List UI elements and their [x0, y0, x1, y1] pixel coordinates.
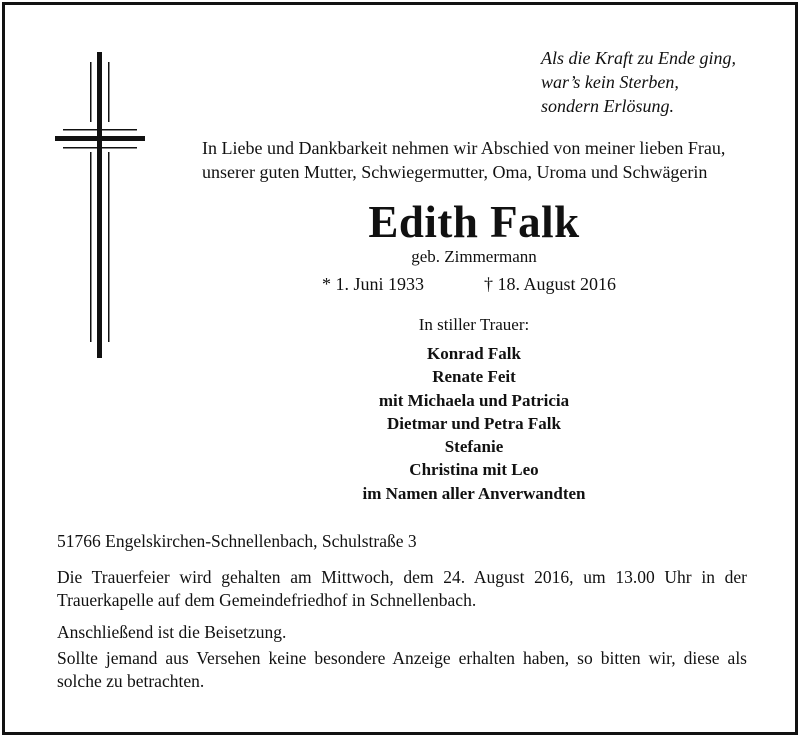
maiden-name: geb. Zimmermann: [411, 247, 537, 266]
death-date: † 18. August 2016: [484, 274, 617, 294]
mourning-heading: In stiller Trauer:: [418, 315, 530, 334]
birth-date: * 1. Juni 1933: [322, 274, 425, 294]
deceased-name: Edith Falk: [368, 197, 580, 247]
notice-text: Sollte jemand aus Versehen keine besondere Anzeige erhalten haben, so bitten wir, diese als solche zu betrachten.: [57, 648, 747, 691]
mourners-list: [170, 342, 778, 505]
mourner-name: Christina mit Leo: [409, 460, 539, 480]
mourner-name: Konrad Falk: [427, 344, 521, 363]
burial-note: Anschließend ist die Beisetzung.: [57, 622, 287, 642]
quote-line: Als die Kraft zu Ende ging,: [541, 48, 736, 68]
intro-line: In Liebe und Dankbarkeit nehmen wir Abschied von meiner lieben Frau,: [202, 138, 726, 158]
mourner-name: im Namen aller Anverwandten: [362, 483, 586, 503]
mourner-name: Dietmar und Petra Falk: [387, 413, 561, 433]
epitaph-quote: [541, 46, 736, 118]
quote-line: sondern Erlösung.: [541, 96, 675, 116]
intro-line: unserer guten Mutter, Schwiegermutter, Oma, Uroma und Schwägerin: [202, 162, 708, 182]
intro-text: [202, 136, 725, 184]
mourner-name: mit Michaela und Patricia: [378, 390, 570, 410]
quote-line: war’s kein Sterben,: [541, 72, 679, 92]
address-line: 51766 Engelskirchen-Schnellenbach, Schulstraße 3: [57, 531, 417, 551]
cross-icon: [55, 52, 145, 358]
service-details: Die Trauerfeier wird gehalten am Mittwoch, dem 24. August 2016, um 13.00 Uhr in der Trauerkapelle auf dem Gemeindefriedhof in Schnellenbach.: [57, 567, 747, 610]
mourner-name: Renate Feit: [432, 367, 516, 387]
mourner-name: Stefanie: [444, 437, 504, 457]
